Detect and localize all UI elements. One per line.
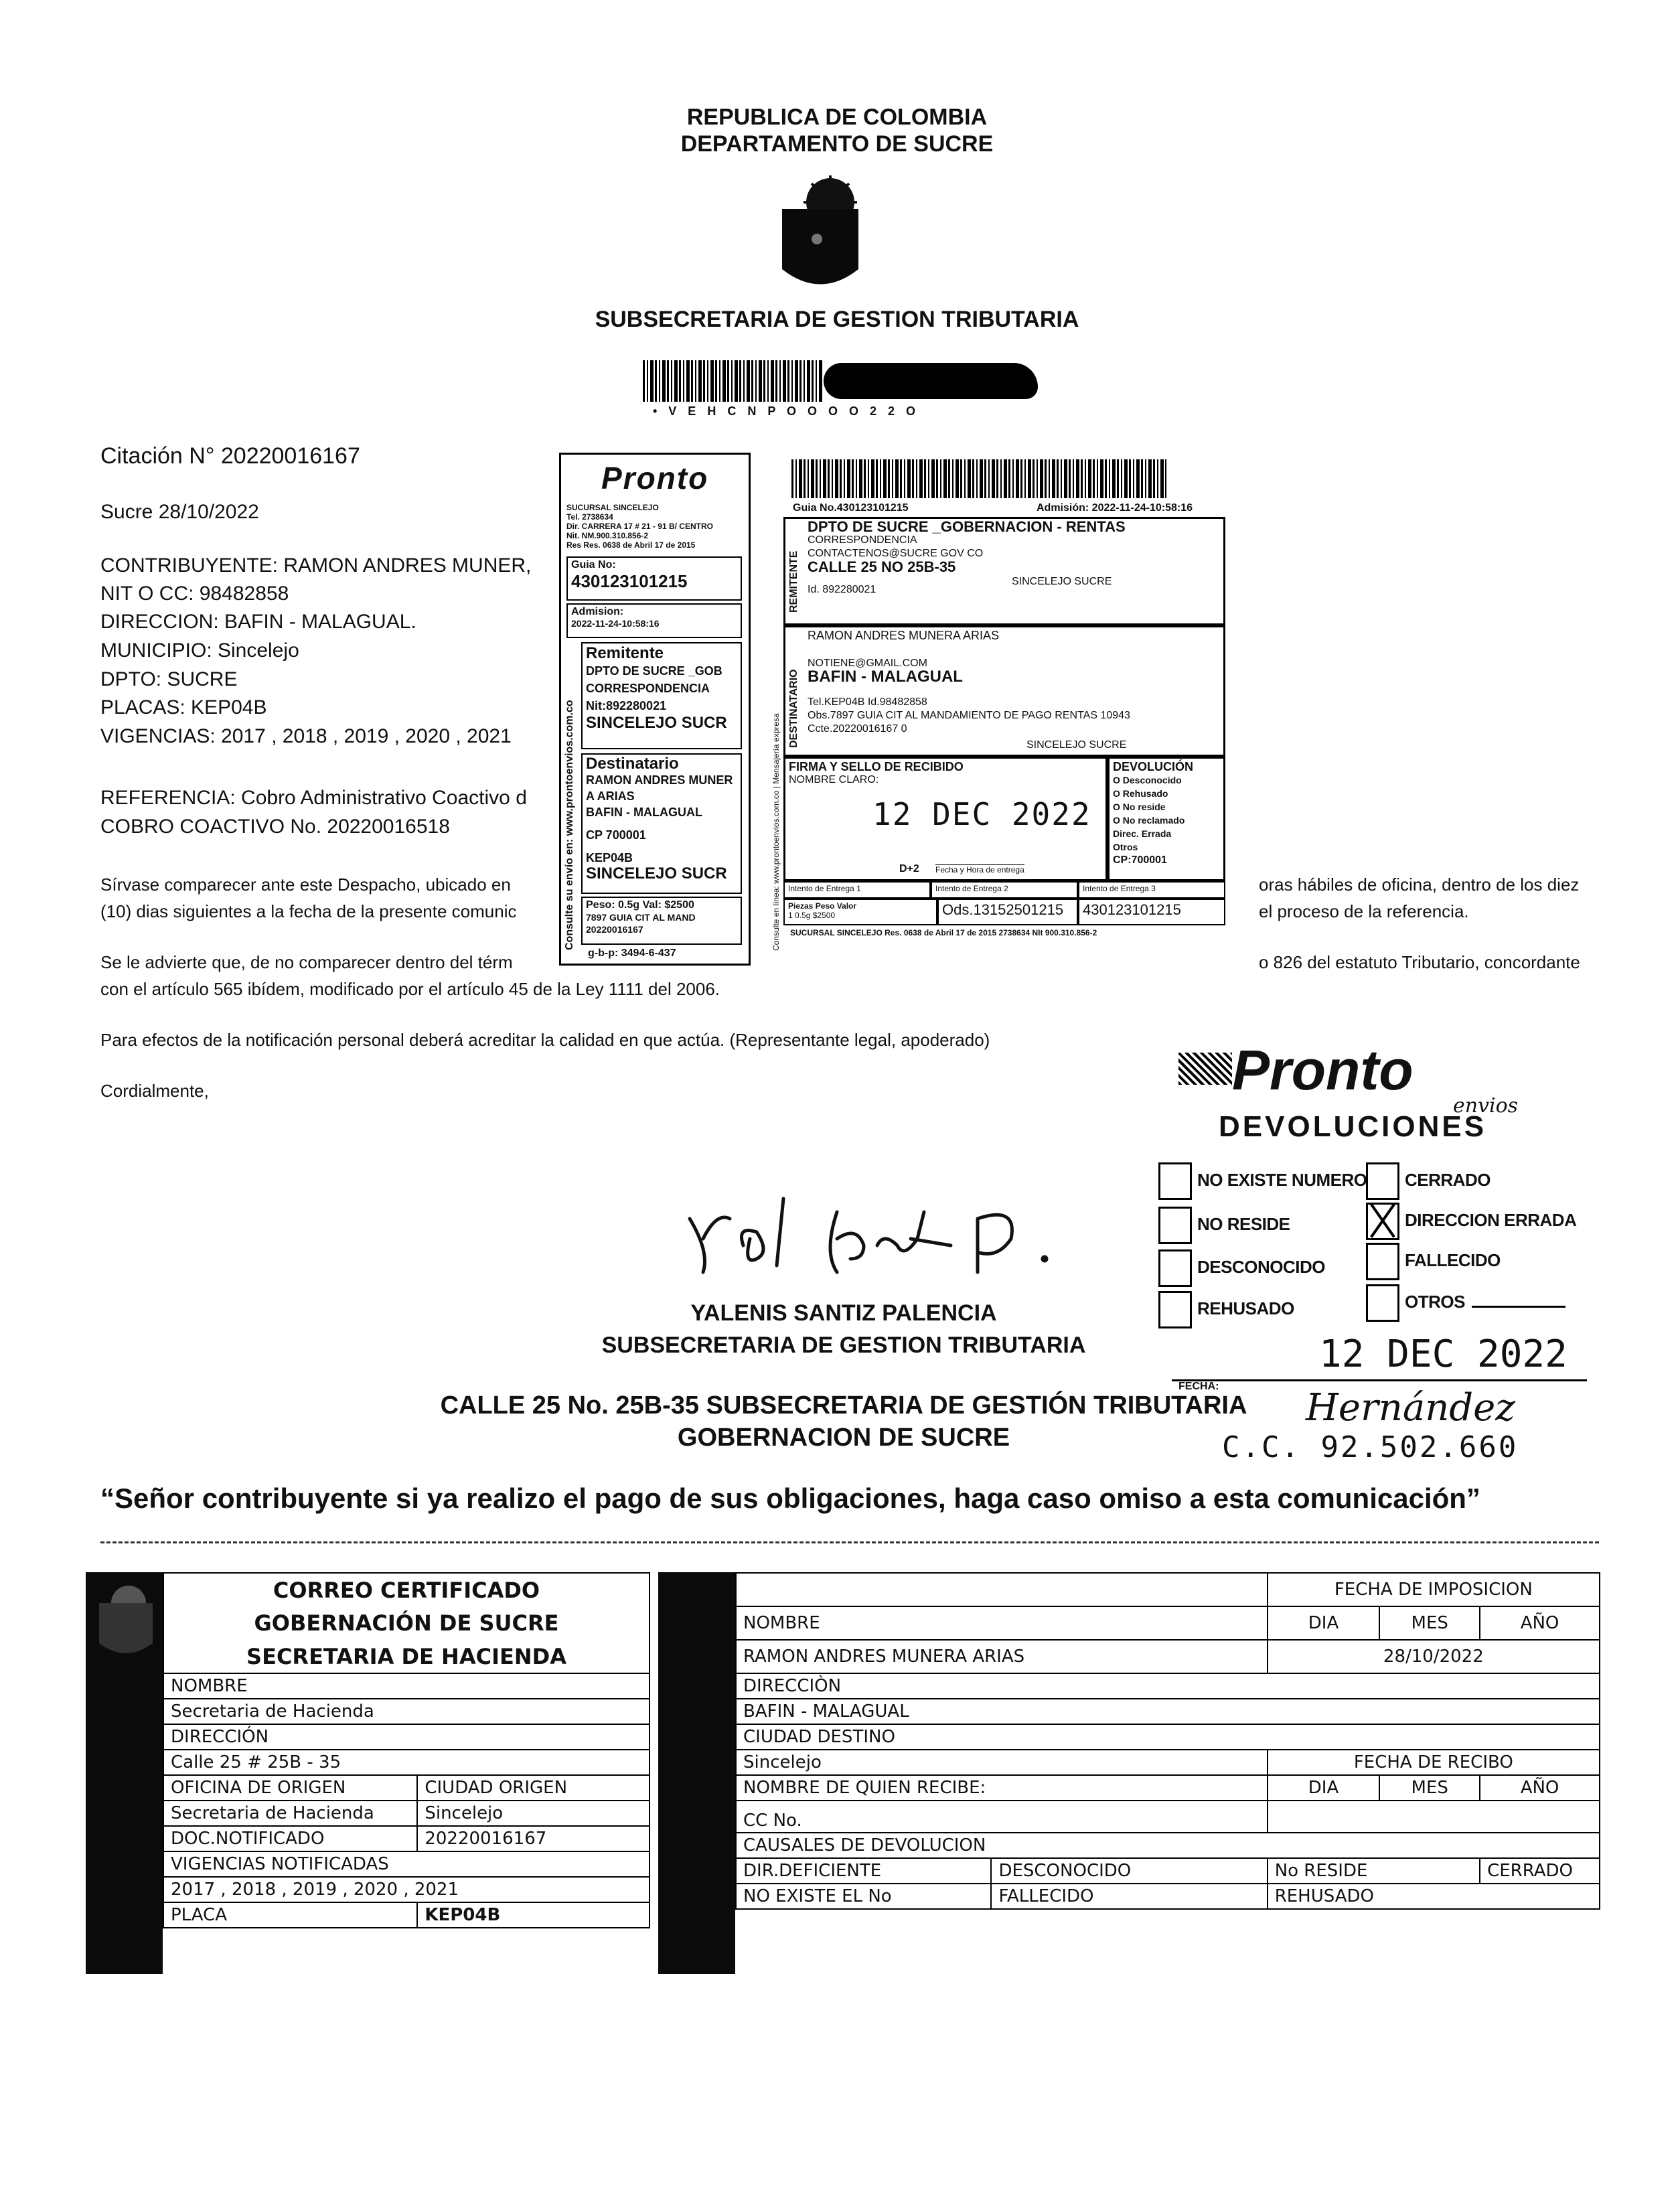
form-ciudad-value: Sincelejo [417, 1801, 650, 1826]
vigencias: VIGENCIAS: 2017 , 2018 , 2019 , 2020 , 2021 [100, 725, 512, 747]
form-nombre-value: Secretaria de Hacienda [163, 1699, 650, 1724]
pronto-pattern-icon [1178, 1053, 1232, 1085]
remitente-cell: Remitente DPTO DE SUCRE _GOB CORRESPONDENCIA Nit:892280021 SINCELEJO SUCR [581, 642, 742, 749]
form-cc: CC No. [736, 1801, 1268, 1833]
address-line: CALLE 25 No. 25B-35 SUBSECRETARIA DE GESTIÓN TRIBUTARIA [440, 1391, 1247, 1420]
coat-of-arms-icon [770, 175, 870, 296]
destinatario-block: DESTINATARIO RAMON ANDRES MUNERA ARIAS NOTIENE@GMAIL.COM BAFIN - MALAGUAL Tel.KEP04B Id.98482858 Obs.7897 GUIA CIT AL MANDAMIENTO DE PAGO RENTAS 10943 Ccte.20220016167 0 SINCELEJO SUCRE [783, 625, 1225, 757]
stamp-opt-direccion-errada: DIRECCION ERRADA [1366, 1203, 1576, 1240]
signer-name: YALENIS SANTIZ PALENCIA [690, 1300, 997, 1326]
stamp-opt-fallecido: FALLECIDO [1366, 1243, 1501, 1280]
intento-3: Intento de Entrega 3 [1078, 881, 1225, 899]
stamp-opt-no-reside: NO RESIDE [1158, 1207, 1290, 1244]
form-quien-recibe: NOMBRE DE QUIEN RECIBE: [736, 1775, 1268, 1801]
form-ciudad-destino-label: CIUDAD DESTINO [736, 1724, 1600, 1750]
stamp-title: DEVOLUCIONES [1219, 1110, 1487, 1143]
form-ciudad-label: CIUDAD ORIGEN [417, 1775, 650, 1801]
stamp-envios: envios [1453, 1094, 1519, 1118]
paragraph3: Para efectos de la notificación personal deberá acreditar la calidad en que actúa. (Representante legal, apoderado) [100, 1030, 990, 1050]
paragraph1-left-b: (10) dias siguientes a la fecha de la presente comunic [100, 901, 517, 921]
stamp-opt-otros: OTROS [1366, 1284, 1566, 1322]
pronto-label-left [559, 453, 751, 966]
stamp-fecha-label: FECHA: [1178, 1381, 1219, 1392]
right-label-side-text: Consulte en línea: www.prontoenvios.com.co | Mensajería expresa [771, 713, 781, 951]
form-vig-value: 2017 , 2018 , 2019 , 2020 , 2021 [163, 1877, 650, 1902]
form-direccion-label: DIRECCIÓN [163, 1724, 650, 1750]
form-ciudad-destino-value: Sincelejo [736, 1750, 1268, 1775]
branch-info: SUCURSAL SINCELEJO Tel. 2738634 Dir. CARRERA 17 # 21 - 91 B/ CENTRO Nit. NM.900.310.856-2 Res Res. 0638 de Abril 17 de 2015 [566, 503, 713, 550]
form-anio-label: AÑO [1480, 1606, 1600, 1640]
form-left-stripe [86, 1572, 163, 1974]
form-right-stripe [658, 1572, 735, 1974]
form-direccion-value: Calle 25 # 25B - 35 [163, 1750, 650, 1775]
paragraph1-left-a: Sírvase comparecer ante este Despacho, ubicado en [100, 874, 511, 895]
label-barcode [791, 459, 1166, 498]
direccion: DIRECCION: BAFIN - MALAGUAL. [100, 611, 416, 633]
form-causal-no-reside: No RESIDE [1268, 1858, 1480, 1884]
paragraph1-right-b: el proceso de la referencia. [1259, 901, 1469, 921]
left-label-side-text: Consulte su envío en: www.prontoenvios.com.co [564, 700, 575, 950]
referencia: REFERENCIA: Cobro Administrativo Coactivo d [100, 787, 527, 809]
sender-form-table [163, 1572, 650, 1928]
stamp-pronto-logo: Pronto [1232, 1039, 1414, 1101]
form-fecha-recibo: FECHA DE RECIBO [1268, 1750, 1600, 1775]
form-r-direccion-value: BAFIN - MALAGUAL [736, 1699, 1600, 1724]
cobro-coactivo: COBRO COACTIVO No. 20220016518 [100, 816, 450, 838]
nit: NIT O CC: 98482858 [100, 583, 289, 605]
intento-2: Intento de Entrega 2 [931, 881, 1078, 899]
form-cc-blank [1268, 1801, 1600, 1833]
form-nombre-label: NOMBRE [163, 1673, 650, 1699]
signer-office: SUBSECRETARIA DE GESTION TRIBUTARIA [601, 1332, 1086, 1358]
label-code: g-b-p: 3494-6-437 [588, 947, 676, 959]
remitente-block: REMITENTE DPTO DE SUCRE _GOBERNACION - RENTAS CORRESPONDENCIA CONTACTENOS@SUCRE GOV CO CALLE 25 NO 25B-35 SINCELEJO SUCRE Id. 892280021 [783, 517, 1225, 625]
stamp-opt-rehusado: REHUSADO [1158, 1291, 1294, 1328]
guia-cell-2: 430123101215 [1078, 899, 1225, 925]
pronto-logo: Pronto [601, 461, 709, 496]
label-right-admision: Admisión: 2022-11-24-10:58:16 [1037, 502, 1193, 514]
citation-number: Citación N° 20220016167 [100, 443, 360, 469]
form-title1: CORREO CERTIFICADO [163, 1573, 650, 1606]
header-office: SUBSECRETARIA DE GESTION TRIBUTARIA [595, 307, 1079, 332]
stamp-signature: Hernández [1306, 1386, 1515, 1430]
paragraph2-b: con el artículo 565 ibídem, modificado por el artículo 45 de la Ley 1111 del 2006. [100, 979, 720, 999]
form-coat-of-arms-icon [86, 1576, 163, 1663]
form-causal-rehusado: REHUSADO [1268, 1884, 1600, 1909]
form-placa-value: KEP04B [417, 1902, 650, 1928]
guia-cell: Guia No: 430123101215 [566, 556, 742, 601]
destinatario-cell: Destinatario RAMON ANDRES MUNER A ARIAS BAFIN - MALAGUAL CP 700001 KEP04B SINCELEJO SUCR [581, 753, 742, 894]
municipio: MUNICIPIO: Sincelejo [100, 639, 299, 662]
paragraph2-left-a: Se le advierte que, de no comparecer dentro del térm [100, 952, 513, 972]
form-doc-value: 20220016167 [417, 1826, 650, 1851]
header-line2: DEPARTAMENTO DE SUCRE [680, 131, 994, 157]
form-fecha-value: 28/10/2022 [1268, 1640, 1600, 1673]
cut-line [100, 1541, 1599, 1543]
redaction-mark [824, 363, 1038, 399]
form-title3: SECRETARIA DE HACIENDA [163, 1640, 650, 1673]
handwritten-signature [683, 1192, 1085, 1286]
form-r-nombre-value: RAMON ANDRES MUNERA ARIAS [736, 1640, 1268, 1673]
form-recibo-mes: MES [1379, 1775, 1480, 1801]
paragraph2-right-a: o 826 del estatuto Tributario, concordante [1259, 952, 1580, 972]
form-causales: CAUSALES DE DEVOLUCION [736, 1833, 1600, 1858]
form-title2: GOBERNACIÓN DE SUCRE [163, 1606, 650, 1640]
form-mes-label: MES [1379, 1606, 1480, 1640]
form-vig-label: VIGENCIAS NOTIFICADAS [163, 1851, 650, 1877]
placas: PLACAS: KEP04B [100, 696, 267, 718]
stamp-date: 12 DEC 2022 [1319, 1332, 1568, 1376]
closing: Cordialmente, [100, 1081, 209, 1101]
dpto: DPTO: SUCRE [100, 668, 238, 690]
form-oficina-value: Secretaria de Hacienda [163, 1801, 417, 1826]
form-causal-dir-deficiente: DIR.DEFICIENTE [736, 1858, 991, 1884]
place-date: Sucre 28/10/2022 [100, 501, 259, 523]
firma-block: FIRMA Y SELLO DE RECIBIDO NOMBRE CLARO: 12 DEC 2022 D+2 Fecha y Hora de entrega [783, 757, 1108, 881]
label-right-guia: Guia No.430123101215 [793, 502, 909, 514]
stamp-line [1172, 1379, 1587, 1381]
label-right-footer: SUCURSAL SINCELEJO Res. 0638 de Abril 17 de 2015 2738634 NIt 900.310.856-2 [790, 928, 1097, 937]
intento-1: Intento de Entrega 1 [783, 881, 931, 899]
paragraph1-right-a: oras hábiles de oficina, dentro de los diez [1259, 874, 1580, 895]
form-dia-label: DIA [1268, 1606, 1380, 1640]
notice: “Señor contribuyente si ya realizo el pago de sus obligaciones, haga caso omiso a esta comunicación” [100, 1482, 1480, 1514]
form-causal-desconocido: DESCONOCIDO [991, 1858, 1267, 1884]
recipient-form-table [735, 1572, 1600, 1910]
stamp-opt-desconocido: DESCONOCIDO [1158, 1249, 1325, 1287]
top-barcode-text: • V E H C N P O O O O 2 2 O [653, 404, 920, 418]
form-r-blank [736, 1573, 1268, 1606]
form-placa-label: PLACA [163, 1902, 417, 1928]
header-line1: REPUBLICA DE COLOMBIA [686, 104, 988, 130]
peso-cell: Peso: 0.5g Val: $2500 7897 GUIA CIT AL MAND 20220016167 [581, 897, 742, 945]
form-recibo-dia: DIA [1268, 1775, 1380, 1801]
form-fecha-imposicion: FECHA DE IMPOSICION [1268, 1573, 1600, 1606]
form-r-direccion-label: DIRECCIÒN [736, 1673, 1600, 1699]
stamp-cc: C.C. 92.502.660 [1222, 1430, 1519, 1464]
devolucion-block: DEVOLUCIÓN O Desconocido O Rehusado O No reside O No reclamado Direc. Errada Otros CP:700001 [1108, 757, 1225, 881]
form-r-nombre-label: NOMBRE [736, 1606, 1268, 1640]
form-doc-label: DOC.NOTIFICADO [163, 1826, 417, 1851]
admision-cell: Admision: 2022-11-24-10:58:16 [566, 603, 742, 638]
devoluciones-stamp [1152, 1031, 1620, 1464]
top-barcode [643, 360, 1058, 402]
form-causal-fallecido: FALLECIDO [991, 1884, 1267, 1909]
contribuyente: CONTRIBUYENTE: RAMON ANDRES MUNER, [100, 554, 532, 577]
form-causal-cerrado: CERRADO [1480, 1858, 1600, 1884]
form-recibo-anio: AÑO [1480, 1775, 1600, 1801]
address-line2: GOBERNACION DE SUCRE [677, 1424, 1010, 1452]
stamp-opt-cerrado: CERRADO [1366, 1162, 1491, 1200]
form-causal-no-existe: NO EXISTE EL No [736, 1884, 991, 1909]
piezas-cell: Piezas Peso Valor 1 0.5g $2500 [783, 899, 937, 925]
received-stamp-date: 12 DEC 2022 [872, 796, 1091, 832]
pronto-label-right [771, 455, 1219, 964]
stamp-opt-no-existe: NO EXISTE NUMERO [1158, 1162, 1367, 1200]
form-oficina-label: OFICINA DE ORIGEN [163, 1775, 417, 1801]
ods-cell: Ods.13152501215 [937, 899, 1078, 925]
